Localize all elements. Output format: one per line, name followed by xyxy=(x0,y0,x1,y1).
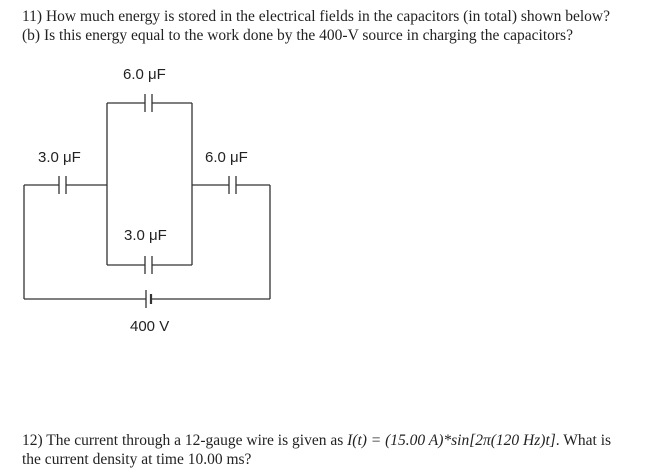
question-12-prefix: 12) The current through a 12-gauge wire is given as xyxy=(22,432,348,449)
question-12-line-2: the current density at time 10.00 ms? xyxy=(22,451,252,468)
question-12-line-1 xyxy=(22,431,657,450)
capacitor-right-label: 6.0 μF xyxy=(205,149,248,166)
capacitor-left-symbol xyxy=(59,176,66,194)
question-12 xyxy=(22,431,657,469)
capacitor-top-label: 6.0 μF xyxy=(123,66,166,83)
question-11-line-2: (b) Is this energy equal to the work done by the 400-V source in charging the capacitors? xyxy=(22,27,573,44)
question-12-suffix: . What is xyxy=(555,432,612,449)
capacitor-top-symbol xyxy=(145,94,152,112)
capacitor-right-symbol xyxy=(229,176,236,194)
capacitor-left-label: 3.0 μF xyxy=(38,149,81,166)
source-voltage-label: 400 V xyxy=(130,318,170,335)
battery-symbol xyxy=(146,290,151,308)
capacitor-middle-symbol xyxy=(145,256,152,274)
circuit-wires xyxy=(24,103,270,299)
question-11-line-1: 11) How much energy is stored in the electrical fields in the capacitors (in total) shown below? xyxy=(22,8,610,25)
current-formula: I(t) = (15.00 A)*sin[2π(120 Hz)t] xyxy=(347,432,556,449)
capacitor-middle-label: 3.0 μF xyxy=(124,227,167,244)
